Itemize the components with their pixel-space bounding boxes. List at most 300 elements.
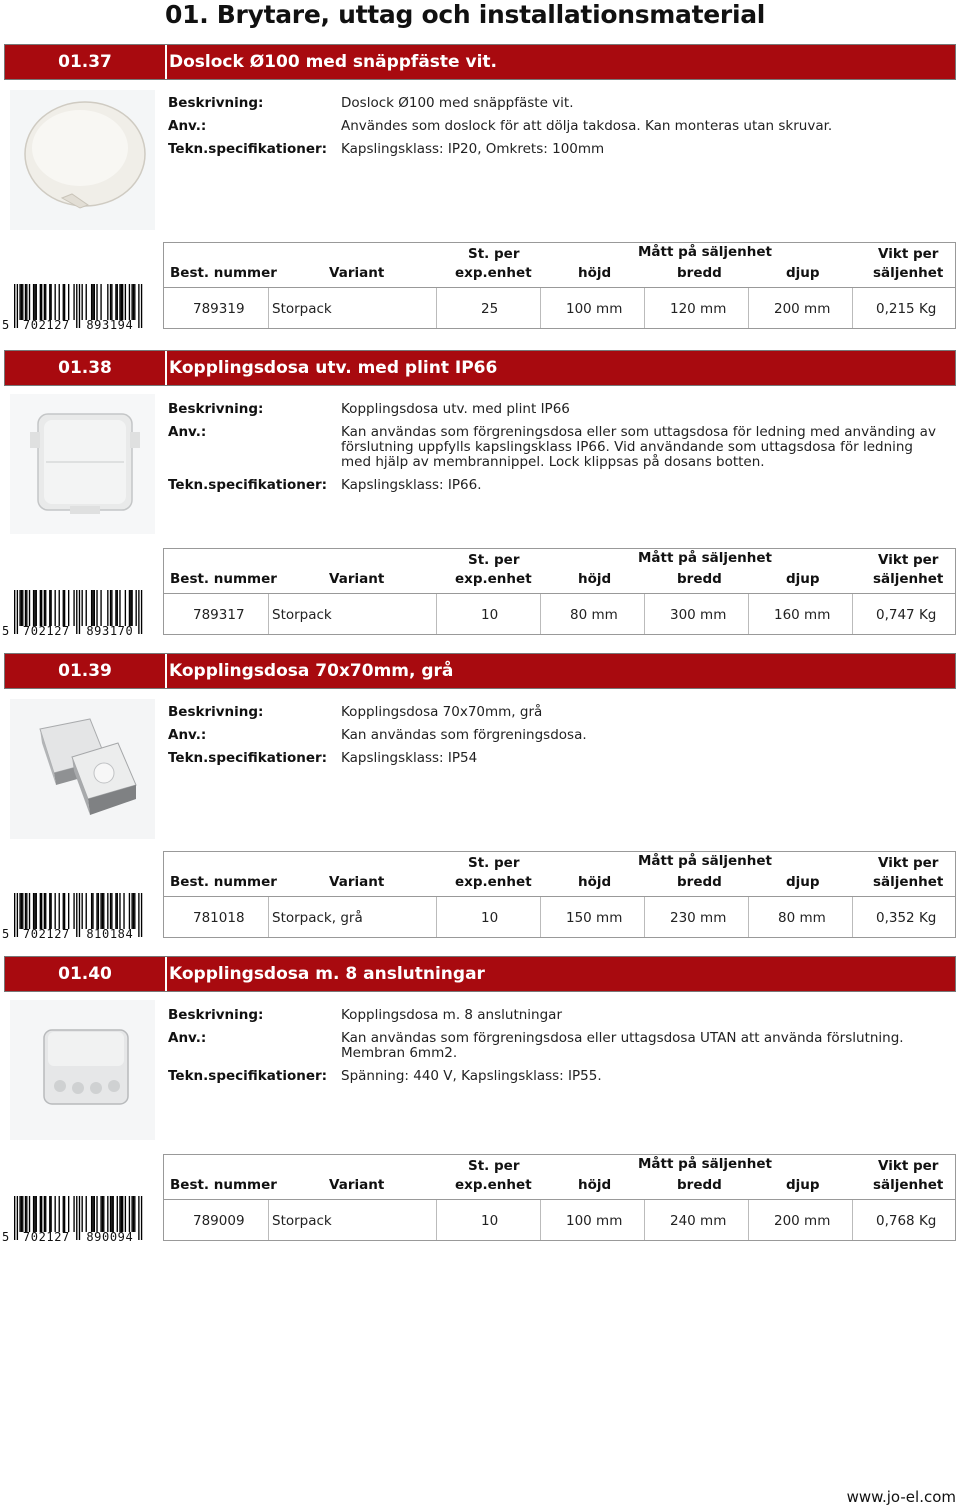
section-title: Kopplingsdosa utv. med plint IP66 bbox=[169, 358, 498, 378]
col-saljenhet: säljenhet bbox=[873, 571, 944, 587]
cell-vikt: 0,352 Kg bbox=[876, 910, 937, 926]
col-vikt: Vikt per bbox=[878, 246, 939, 262]
section-header-bar bbox=[4, 653, 956, 689]
barcode-bar bbox=[141, 1196, 142, 1240]
barcode-bar bbox=[59, 893, 60, 929]
barcode-bar bbox=[68, 590, 69, 626]
use-value: Kan användas som förgreningsdosa. bbox=[341, 727, 587, 743]
barcode-bar bbox=[25, 284, 26, 320]
barcode-bar bbox=[49, 893, 50, 929]
cell-variant: Storpack bbox=[272, 607, 332, 623]
barcode-bar bbox=[17, 1196, 18, 1240]
barcode-bar bbox=[40, 284, 41, 320]
barcode-bar bbox=[50, 590, 51, 626]
col-expenhet: exp.enhet bbox=[455, 265, 532, 281]
barcode-digits: 702127 bbox=[22, 1230, 70, 1242]
barcode-bar bbox=[111, 1196, 112, 1232]
barcode-bar bbox=[123, 893, 124, 929]
table-row bbox=[164, 594, 955, 634]
barcode-bar bbox=[63, 893, 64, 929]
table-header bbox=[164, 243, 955, 288]
barcode-bar bbox=[19, 590, 20, 626]
col-matt: Mått på säljenhet bbox=[638, 1156, 773, 1172]
barcode-bar bbox=[22, 590, 23, 626]
barcode-bar bbox=[17, 893, 18, 937]
barcode-bar bbox=[33, 1196, 34, 1232]
barcode-bar bbox=[14, 893, 15, 937]
barcode-bar bbox=[129, 590, 130, 626]
barcode-bar bbox=[55, 1196, 56, 1232]
col-djup: djup bbox=[786, 1177, 820, 1193]
col-matt: Mått på säljenhet bbox=[638, 853, 773, 869]
barcode-bar bbox=[111, 284, 112, 320]
barcode-bar bbox=[19, 284, 20, 320]
barcode-bar bbox=[86, 284, 87, 320]
barcode-bar bbox=[94, 1196, 95, 1232]
col-hojd: höjd bbox=[578, 265, 612, 281]
cell-djup: 80 mm bbox=[778, 910, 826, 926]
col-stper: St. per bbox=[468, 246, 520, 262]
section-header-bar bbox=[4, 350, 956, 386]
barcode-bar bbox=[107, 590, 108, 626]
barcode-bar bbox=[29, 1196, 30, 1232]
barcode-bar bbox=[131, 1196, 132, 1232]
col-matt: Mått på säljenhet bbox=[638, 550, 773, 566]
col-hojd: höjd bbox=[578, 874, 612, 890]
barcode-bar bbox=[73, 893, 74, 929]
desc-label: Beskrivning: bbox=[168, 1007, 264, 1023]
barcode-bar bbox=[113, 1196, 114, 1232]
cell-hojd: 100 mm bbox=[566, 1213, 623, 1229]
barcode-bar bbox=[110, 284, 111, 320]
cell-best: 789009 bbox=[193, 1213, 245, 1229]
barcode-bar bbox=[91, 284, 92, 320]
barcode-digits: 893170 bbox=[86, 624, 134, 636]
barcode-digits: 5 bbox=[2, 1230, 10, 1242]
barcode-digits: 702127 bbox=[22, 927, 70, 939]
use-label: Anv.: bbox=[168, 118, 207, 134]
barcode-bar bbox=[94, 590, 95, 626]
cell-bredd: 120 mm bbox=[670, 301, 727, 317]
barcode-bar bbox=[122, 1196, 123, 1232]
barcode-bar bbox=[110, 590, 111, 626]
barcode-digits: 5 bbox=[2, 927, 10, 939]
barcode-bar bbox=[129, 1196, 130, 1232]
table-row bbox=[164, 288, 955, 328]
barcode-bar bbox=[22, 1196, 23, 1232]
barcode-bar bbox=[119, 284, 120, 320]
product-table bbox=[163, 1154, 956, 1241]
barcode-bar bbox=[96, 893, 97, 929]
barcode-bar bbox=[26, 1196, 27, 1232]
barcode-digits: 810184 bbox=[86, 927, 134, 939]
barcode-bar bbox=[59, 284, 60, 320]
barcode-digits: 5 bbox=[2, 318, 10, 330]
barcode-bar bbox=[21, 284, 22, 320]
product-image bbox=[10, 699, 155, 839]
barcode-bar bbox=[34, 1196, 35, 1232]
product-table bbox=[163, 242, 956, 329]
spec-label: Tekn.specifikationer: bbox=[168, 1068, 328, 1084]
barcode-bar bbox=[59, 590, 60, 626]
barcode-bar bbox=[129, 284, 130, 320]
barcode-bar bbox=[82, 284, 83, 320]
barcode bbox=[0, 891, 150, 939]
barcode-bar bbox=[64, 893, 65, 929]
col-saljenhet: säljenhet bbox=[873, 1177, 944, 1193]
barcode-bar bbox=[21, 590, 22, 626]
barcode-bar bbox=[96, 590, 97, 626]
barcode-digits: 5 bbox=[2, 624, 10, 636]
barcode-bar bbox=[125, 1196, 126, 1232]
barcode-bar bbox=[133, 893, 134, 929]
barcode-bar bbox=[55, 893, 56, 929]
col-bredd: bredd bbox=[677, 571, 722, 587]
spec-value: Spänning: 440 V, Kapslingsklass: IP55. bbox=[341, 1068, 602, 1084]
col-vikt: Vikt per bbox=[878, 552, 939, 568]
barcode-bar bbox=[45, 284, 46, 320]
product-image bbox=[10, 90, 155, 230]
barcode-bar bbox=[33, 893, 34, 929]
barcode-bar bbox=[117, 590, 118, 626]
barcode-bar bbox=[111, 893, 112, 929]
barcode-bar bbox=[34, 284, 35, 320]
cell-vikt: 0,768 Kg bbox=[876, 1213, 937, 1229]
barcode-bar bbox=[91, 1196, 92, 1232]
desc-value: Kopplingsdosa 70x70mm, grå bbox=[341, 704, 543, 720]
cell-variant: Storpack bbox=[272, 1213, 332, 1229]
barcode-bar bbox=[68, 893, 69, 929]
product-table bbox=[163, 851, 956, 938]
col-variant: Variant bbox=[329, 1177, 385, 1193]
barcode-digits: 890094 bbox=[86, 1230, 134, 1242]
barcode-bar bbox=[41, 590, 42, 626]
cell-vikt: 0,747 Kg bbox=[876, 607, 937, 623]
section-title: Doslock Ø100 med snäppfäste vit. bbox=[169, 52, 497, 72]
barcode-bar bbox=[45, 590, 46, 626]
barcode-bar bbox=[82, 1196, 83, 1232]
barcode-bar bbox=[79, 1196, 80, 1240]
barcode-digits: 702127 bbox=[22, 318, 70, 330]
col-stper: St. per bbox=[468, 1158, 520, 1174]
barcode-bar bbox=[79, 590, 80, 634]
barcode-bar bbox=[22, 284, 23, 320]
cell-variant: Storpack, grå bbox=[272, 910, 363, 926]
barcode-bar bbox=[110, 893, 111, 929]
col-djup: djup bbox=[786, 265, 820, 281]
col-expenhet: exp.enhet bbox=[455, 874, 532, 890]
barcode-bar bbox=[82, 590, 83, 626]
col-best: Best. nummer bbox=[170, 874, 277, 890]
barcode-bar bbox=[17, 284, 18, 328]
barcode-bar bbox=[119, 893, 120, 929]
barcode-bar bbox=[91, 893, 92, 929]
col-djup: djup bbox=[786, 571, 820, 587]
col-stper: St. per bbox=[468, 552, 520, 568]
barcode-bar bbox=[138, 893, 139, 937]
barcode-bar bbox=[115, 590, 116, 626]
barcode-bar bbox=[100, 893, 101, 929]
barcode-bar bbox=[29, 284, 30, 320]
col-saljenhet: säljenhet bbox=[873, 265, 944, 281]
cell-qty: 10 bbox=[481, 910, 499, 926]
barcode-bar bbox=[122, 284, 123, 320]
barcode-bar bbox=[92, 590, 93, 626]
use-label: Anv.: bbox=[168, 727, 207, 743]
product-image bbox=[10, 1000, 155, 1140]
cell-best: 789317 bbox=[193, 607, 245, 623]
barcode-bar bbox=[44, 590, 45, 626]
barcode-bar bbox=[36, 893, 37, 929]
barcode-bar bbox=[102, 1196, 103, 1232]
barcode-bar bbox=[121, 1196, 122, 1232]
col-stper: St. per bbox=[468, 855, 520, 871]
barcode-bar bbox=[50, 893, 51, 929]
barcode-bar bbox=[34, 893, 35, 929]
barcode-bar bbox=[36, 1196, 37, 1232]
use-value: Kan användas som förgreningsdosa eller som uttagsdosa för ledning med använding av förslutning uppfylls kapslingsklass IP66. Vid användande som uttagsdosa för ledning med hjälp av membrannippel. Lock klippsas på dosans botten. bbox=[341, 424, 936, 470]
barcode-bar bbox=[33, 284, 34, 320]
section-number: 01.38 bbox=[58, 358, 112, 378]
barcode-bar bbox=[119, 590, 120, 626]
barcode-bar bbox=[64, 1196, 65, 1232]
barcode-bar bbox=[98, 893, 99, 929]
barcode-bar bbox=[107, 284, 108, 320]
barcode-bar bbox=[141, 893, 142, 937]
use-value: Användes som doslock för att dölja takdosa. Kan monteras utan skruvar. bbox=[341, 118, 833, 134]
cell-bredd: 300 mm bbox=[670, 607, 727, 623]
cell-qty: 10 bbox=[481, 607, 499, 623]
barcode-bar bbox=[100, 590, 101, 626]
barcode-bar bbox=[91, 590, 92, 626]
spec-value: Kapslingsklass: IP66. bbox=[341, 477, 482, 493]
use-label: Anv.: bbox=[168, 1030, 207, 1046]
barcode-bar bbox=[134, 893, 135, 929]
barcode-bar bbox=[34, 590, 35, 626]
spec-value: Kapslingsklass: IP20, Omkrets: 100mm bbox=[341, 141, 605, 157]
barcode-bar bbox=[117, 284, 118, 320]
barcode-bar bbox=[130, 590, 131, 626]
spec-label: Tekn.specifikationer: bbox=[168, 477, 328, 493]
barcode-bar bbox=[73, 1196, 74, 1232]
col-matt: Mått på säljenhet bbox=[638, 244, 773, 260]
barcode-bar bbox=[107, 893, 108, 929]
barcode-bar bbox=[131, 590, 132, 626]
barcode-bar bbox=[25, 590, 26, 626]
spec-value: Kapslingsklass: IP54 bbox=[341, 750, 478, 766]
use-value: Kan användas som förgreningsdosa eller uttagsdosa UTAN att använda förslutning. Membran 6mm2. bbox=[341, 1030, 904, 1061]
barcode-bar bbox=[115, 893, 116, 929]
barcode-bar bbox=[76, 1196, 77, 1240]
desc-label: Beskrivning: bbox=[168, 704, 264, 720]
product-image bbox=[10, 394, 155, 534]
col-expenhet: exp.enhet bbox=[455, 571, 532, 587]
desc-value: Kopplingsdosa utv. med plint IP66 bbox=[341, 401, 570, 417]
cell-bredd: 230 mm bbox=[670, 910, 727, 926]
barcode-bar bbox=[111, 590, 112, 626]
barcode-bar bbox=[45, 1196, 46, 1232]
product-table bbox=[163, 548, 956, 635]
barcode bbox=[0, 1194, 150, 1242]
section-number: 01.37 bbox=[58, 52, 112, 72]
cell-hojd: 100 mm bbox=[566, 301, 623, 317]
barcode-bar bbox=[21, 1196, 22, 1232]
spec-label: Tekn.specifikationer: bbox=[168, 750, 328, 766]
barcode-bar bbox=[63, 1196, 64, 1232]
desc-label: Beskrivning: bbox=[168, 401, 264, 417]
section-header-bar bbox=[4, 956, 956, 992]
barcode-bar bbox=[96, 1196, 97, 1232]
barcode-bar bbox=[125, 590, 126, 626]
barcode-bar bbox=[133, 1196, 134, 1232]
barcode-bar bbox=[96, 284, 97, 320]
barcode-bar bbox=[100, 284, 101, 320]
barcode-bar bbox=[45, 893, 46, 929]
use-label: Anv.: bbox=[168, 424, 207, 440]
section-number: 01.39 bbox=[58, 661, 112, 681]
cell-bredd: 240 mm bbox=[670, 1213, 727, 1229]
barcode-bar bbox=[22, 893, 23, 929]
barcode-bar bbox=[79, 284, 80, 328]
barcode-bar bbox=[110, 1196, 111, 1232]
barcode bbox=[0, 282, 150, 330]
col-vikt: Vikt per bbox=[878, 1158, 939, 1174]
barcode-digits: 702127 bbox=[22, 624, 70, 636]
barcode-bar bbox=[107, 1196, 108, 1232]
barcode-bar bbox=[68, 284, 69, 320]
barcode-bar bbox=[73, 590, 74, 626]
col-bredd: bredd bbox=[677, 1177, 722, 1193]
col-best: Best. nummer bbox=[170, 1177, 277, 1193]
barcode-bar bbox=[86, 590, 87, 626]
barcode-bar bbox=[25, 1196, 26, 1232]
col-expenhet: exp.enhet bbox=[455, 1177, 532, 1193]
section-number: 01.40 bbox=[58, 964, 112, 984]
barcode-bar bbox=[125, 284, 126, 320]
barcode-bar bbox=[76, 893, 77, 937]
cell-djup: 200 mm bbox=[774, 1213, 831, 1229]
col-best: Best. nummer bbox=[170, 571, 277, 587]
barcode-bar bbox=[19, 893, 20, 929]
barcode-bar bbox=[44, 1196, 45, 1232]
barcode-bar bbox=[26, 590, 27, 626]
col-variant: Variant bbox=[329, 874, 385, 890]
barcode-bar bbox=[92, 893, 93, 929]
barcode-bar bbox=[134, 1196, 135, 1232]
barcode-bar bbox=[103, 893, 104, 929]
barcode-bar bbox=[121, 284, 122, 320]
barcode-bar bbox=[134, 284, 135, 320]
col-hojd: höjd bbox=[578, 571, 612, 587]
col-hojd: höjd bbox=[578, 1177, 612, 1193]
barcode-bar bbox=[133, 284, 134, 320]
barcode-bar bbox=[50, 284, 51, 320]
section-title: Kopplingsdosa m. 8 anslutningar bbox=[169, 964, 485, 984]
barcode-bar bbox=[141, 590, 142, 634]
barcode-bar bbox=[36, 284, 37, 320]
barcode-bar bbox=[94, 284, 95, 320]
barcode-bar bbox=[92, 1196, 93, 1232]
barcode-bar bbox=[29, 893, 30, 929]
website-url: www.jo-el.com bbox=[846, 1488, 956, 1506]
barcode-bar bbox=[82, 893, 83, 929]
barcode-bar bbox=[29, 590, 30, 626]
barcode-bar bbox=[102, 893, 103, 929]
col-djup: djup bbox=[786, 874, 820, 890]
barcode-bar bbox=[26, 284, 27, 320]
cell-hojd: 150 mm bbox=[566, 910, 623, 926]
col-saljenhet: säljenhet bbox=[873, 874, 944, 890]
barcode-bar bbox=[63, 590, 64, 626]
barcode-bar bbox=[44, 284, 45, 320]
cell-best: 789319 bbox=[193, 301, 245, 317]
barcode bbox=[0, 588, 150, 636]
barcode-bar bbox=[44, 893, 45, 929]
page-title: 01. Brytare, uttag och installationsmaterial bbox=[165, 0, 766, 29]
cell-qty: 10 bbox=[481, 1213, 499, 1229]
barcode-bar bbox=[64, 590, 65, 626]
barcode-bar bbox=[92, 284, 93, 320]
barcode-bar bbox=[115, 284, 116, 320]
cell-best: 781018 bbox=[193, 910, 245, 926]
col-best: Best. nummer bbox=[170, 265, 277, 281]
barcode-digits: 893194 bbox=[86, 318, 134, 330]
barcode-bar bbox=[103, 1196, 104, 1232]
barcode-bar bbox=[36, 590, 37, 626]
barcode-bar bbox=[136, 590, 137, 626]
section-title: Kopplingsdosa 70x70mm, grå bbox=[169, 661, 454, 681]
barcode-bar bbox=[117, 1196, 118, 1232]
desc-value: Kopplingsdosa m. 8 anslutningar bbox=[341, 1007, 562, 1023]
cell-djup: 160 mm bbox=[774, 607, 831, 623]
barcode-bar bbox=[131, 284, 132, 320]
spec-label: Tekn.specifikationer: bbox=[168, 141, 328, 157]
barcode-bar bbox=[76, 590, 77, 634]
barcode-bar bbox=[33, 590, 34, 626]
barcode-bar bbox=[14, 1196, 15, 1240]
barcode-bar bbox=[40, 1196, 41, 1232]
barcode-bar bbox=[21, 893, 22, 929]
col-vikt: Vikt per bbox=[878, 855, 939, 871]
barcode-bar bbox=[14, 284, 15, 328]
barcode-bar bbox=[40, 893, 41, 929]
table-row bbox=[164, 897, 955, 937]
desc-value: Doslock Ø100 med snäppfäste vit. bbox=[341, 95, 574, 111]
barcode-bar bbox=[86, 893, 87, 929]
barcode-bar bbox=[55, 590, 56, 626]
barcode-bar bbox=[19, 1196, 20, 1232]
table-header bbox=[164, 549, 955, 594]
barcode-bar bbox=[79, 893, 80, 937]
barcode-bar bbox=[25, 893, 26, 929]
table-header bbox=[164, 852, 955, 897]
barcode-bar bbox=[41, 893, 42, 929]
section-header-bar bbox=[4, 44, 956, 80]
cell-vikt: 0,215 Kg bbox=[876, 301, 937, 317]
barcode-bar bbox=[41, 1196, 42, 1232]
table-header bbox=[164, 1155, 955, 1200]
barcode-bar bbox=[63, 284, 64, 320]
barcode-bar bbox=[138, 590, 139, 634]
barcode-bar bbox=[141, 284, 142, 328]
barcode-bar bbox=[73, 284, 74, 320]
table-row bbox=[164, 1200, 955, 1240]
barcode-bar bbox=[50, 1196, 51, 1232]
barcode-bar bbox=[49, 590, 50, 626]
barcode-bar bbox=[129, 893, 130, 929]
desc-label: Beskrivning: bbox=[168, 95, 264, 111]
cell-qty: 25 bbox=[481, 301, 499, 317]
